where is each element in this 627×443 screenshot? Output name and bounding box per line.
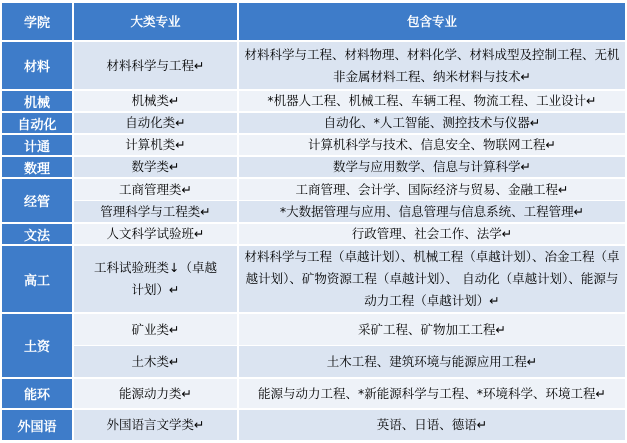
category-cell: 人文科学试验班↵ — [74, 224, 237, 245]
sub-row — [74, 346, 625, 378]
majors-cell: 英语、日语、德语↵ — [239, 410, 625, 441]
category-cell: 矿业类↵ — [74, 314, 237, 346]
sub-row — [74, 201, 625, 223]
category-cell: 土木类↵ — [74, 346, 237, 378]
table-row — [2, 314, 625, 378]
table-row — [2, 157, 625, 178]
majors-cell: 数学与应用数学、信息与计算科学↵ — [239, 157, 625, 178]
category-cell: 能源动力类↵ — [74, 379, 237, 409]
majors-cell: 采矿工程、矿物加工工程↵ — [239, 314, 625, 346]
college-cell: 文法 — [2, 224, 72, 245]
college-cell: 土资 — [2, 314, 72, 378]
table-row — [2, 246, 625, 313]
majors-cell: 材料科学与工程（卓越计划）、机械工程（卓越计划）、冶金工程（卓越计划）、矿物资源工程（卓越计划）、 自动化（卓越计划）、能源与动力工程（卓越计划）↵ — [239, 246, 625, 313]
college-cell: 材料 — [2, 42, 72, 90]
category-cell: 工科试验班类↓（卓越计划）↵ — [74, 246, 237, 313]
table-header — [2, 3, 625, 41]
college-cell: 能环 — [2, 379, 72, 409]
table-row — [2, 224, 625, 245]
majors-cell: 土木工程、建筑环境与能源应用工程↵ — [239, 346, 625, 378]
table-row — [2, 113, 625, 134]
majors-cell: 材料科学与工程、材料物理、材料化学、材料成型及控制工程、无机非金属材料工程、纳米材料与技术↵ — [239, 42, 625, 90]
college-cell: 外国语 — [2, 410, 72, 441]
sub-row — [74, 179, 625, 201]
college-cell: 机械 — [2, 91, 72, 112]
college-cell: 数理 — [2, 157, 72, 178]
college-cell: 计通 — [2, 135, 72, 156]
category-cell: 管理科学与工程类↵ — [74, 201, 237, 223]
category-cell: 计算机类↵ — [74, 135, 237, 156]
majors-cell: 计算机科学与技术、信息安全、物联网工程↵ — [239, 135, 625, 156]
table-row — [2, 42, 625, 90]
category-cell: 数学类↵ — [74, 157, 237, 178]
header-majors: 包含专业 — [239, 3, 625, 41]
category-cell: 材料科学与工程↵ — [74, 42, 237, 90]
majors-cell: 工商管理、会计学、国际经济与贸易、金融工程↵ — [239, 179, 625, 201]
table-row — [2, 410, 625, 441]
majors-cell: 行政管理、社会工作、法学↵ — [239, 224, 625, 245]
category-cell: 自动化类↵ — [74, 113, 237, 134]
table-row — [2, 179, 625, 223]
college-cell: 经管 — [2, 179, 72, 223]
college-cell: 自动化 — [2, 113, 72, 134]
category-cell: 外国语言文学类↵ — [74, 410, 237, 441]
majors-cell: 能源与动力工程、*新能源科学与工程、*环境科学、环境工程↵ — [239, 379, 625, 409]
sub-row — [74, 314, 625, 346]
majors-cell: 自动化、*人工智能、测控技术与仪器↵ — [239, 113, 625, 134]
majors-table — [2, 3, 625, 441]
category-cell: 机械类↵ — [74, 91, 237, 112]
header-category: 大类专业 — [74, 3, 237, 41]
table-row — [2, 91, 625, 112]
category-cell: 工商管理类↵ — [74, 179, 237, 201]
table-row — [2, 135, 625, 156]
college-cell: 高工 — [2, 246, 72, 313]
majors-cell: *机器人工程、机械工程、车辆工程、物流工程、工业设计↵ — [239, 91, 625, 112]
header-college: 学院 — [2, 3, 72, 41]
majors-cell: *大数据管理与应用、信息管理与信息系统、工程管理↵ — [239, 201, 625, 223]
table-row — [2, 379, 625, 409]
